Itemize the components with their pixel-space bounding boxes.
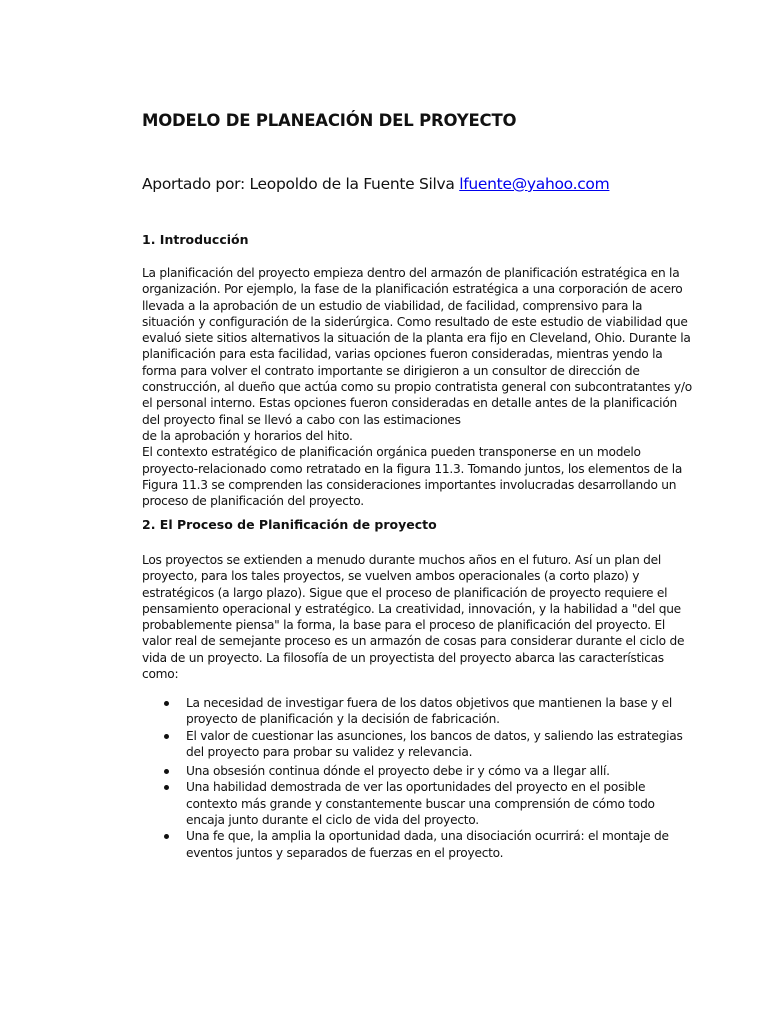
paragraph-line: del proyecto final se llevó a cabo con las estimaciones [142,412,461,427]
list-item-line: eventos juntos y separados de fuerzas en el proyecto. [186,845,504,860]
paragraph-line: Los proyectos se extienden a menudo durante muchos años en el futuro. Así un plan del [142,553,662,567]
paragraph-line: estratégicos (a largo plazo). Sigue que el proceso de planificación de proyecto requiere el [142,585,668,600]
list-item [142,695,672,728]
list-item-line: Una habilidad demostrada de ver las oportunidades del proyecto en el posible [186,780,646,795]
paragraph-line: llevada a la aprobación de un estudio de viabilidad, de facilidad, comprensivo para la [142,298,643,313]
paragraph-line: situación y configuración de la siderúrgica. Como resultado de este estudio de viabilidad que [142,314,688,329]
list-item-line: Una fe que, la amplia la oportunidad dada, una disociación ocurrirá: el montaje de [186,829,669,844]
paragraph-line: Figura 11.3 se comprenden las consideraciones importantes involucradas desarrollando un [142,477,677,492]
paragraph-line: proyecto, para los tales proyectos, se vuelven ambos operacionales (a corto plazo) y [142,569,640,584]
list-item [142,728,683,761]
author-credit: Aportado por: Leopoldo de la Fuente Silva [142,175,460,193]
paragraph-line: de la aprobación y horarios del hito. [142,428,353,443]
planning-process-paragraph [142,552,685,682]
paragraph-line: probablemente piensa" la forma, la base para el proceso de planificación del proyecto. El [142,618,666,633]
author-email-link[interactable]: lfuente@yahoo.com [459,175,610,193]
list-item-line: encaja junto durante el ciclo de vida del proyecto. [186,813,479,828]
list-item-line: Una obsesión continua dónde el proyecto debe ir y cómo va a llegar allí. [186,764,610,779]
bullet-icon [164,785,169,790]
paragraph-line: proyecto-relacionado como retratado en la figura 11.3. Tomando juntos, los elementos de la [142,461,683,476]
list-item-line: del proyecto para probar su validez y relevancia. [186,744,473,759]
paragraph-line: pensamiento operacional y estratégico. La creatividad, innovación, y la habilidad a "del que [142,601,681,616]
bullet-icon [164,834,169,839]
characteristics-list [142,695,683,861]
list-item [142,828,669,861]
list-item-line: El valor de cuestionar las asunciones, los bancos de datos, y saliendo las estrategias [186,728,683,743]
paragraph-line: El contexto estratégico de planificación orgánica pueden transponerse en un modelo [142,445,641,460]
list-item [142,779,662,828]
section-heading-introduction: 1. Introducción [142,232,249,247]
paragraph-line: construcción, al dueño que actúa como su propio contratista general con subcontratantes y/o [142,380,692,395]
paragraph-line: evaluó siete sitios alternativos la situación de la planta era fijo en Cleveland, Ohio. Durante la [142,331,691,346]
paragraph-line: valor real de semejante proceso es un armazón de cosas para considerar durante el ciclo de [142,634,685,649]
paragraph-line: forma para volver el contrato importante se dirigieron a un consultor de dirección de [142,363,640,378]
bullet-icon [164,734,169,739]
bullet-icon [164,701,169,706]
list-item-line: proyecto de planificación y la decisión de fabricación. [186,712,500,727]
author-line [142,175,609,193]
bullet-icon [164,769,169,774]
paragraph-line: proceso de planificación del proyecto. [142,494,364,509]
paragraph-line: La planificación del proyecto empieza dentro del armazón de planificación estratégica en la [142,266,680,280]
paragraph-line: planificación para esta facilidad, varias opciones fueron consideradas, mientras yendo la [142,347,663,362]
paragraph-line: vida de un proyecto. La filosofía de un proyectista del proyecto abarca las características [142,650,664,665]
introduction-paragraph [142,265,692,509]
paragraph-line: organización. Por ejemplo, la fase de la planificación estratégica a una corporación de acero [142,282,683,297]
document-title: MODELO DE PLANEACIÓN DEL PROYECTO [142,111,517,130]
paragraph-line: el personal interno. Estas opciones fueron consideradas en detalle antes de la planificación [142,396,677,411]
list-item-line: contexto más grande y constantemente buscar una comprensión de cómo todo [186,796,655,811]
section-heading-planning-process: 2. El Proceso de Planificación de proyecto [142,517,437,532]
list-item-line: La necesidad de investigar fuera de los datos objetivos que mantienen la base y el [186,696,672,710]
paragraph-line: como: [142,667,179,682]
list-item [142,763,662,779]
